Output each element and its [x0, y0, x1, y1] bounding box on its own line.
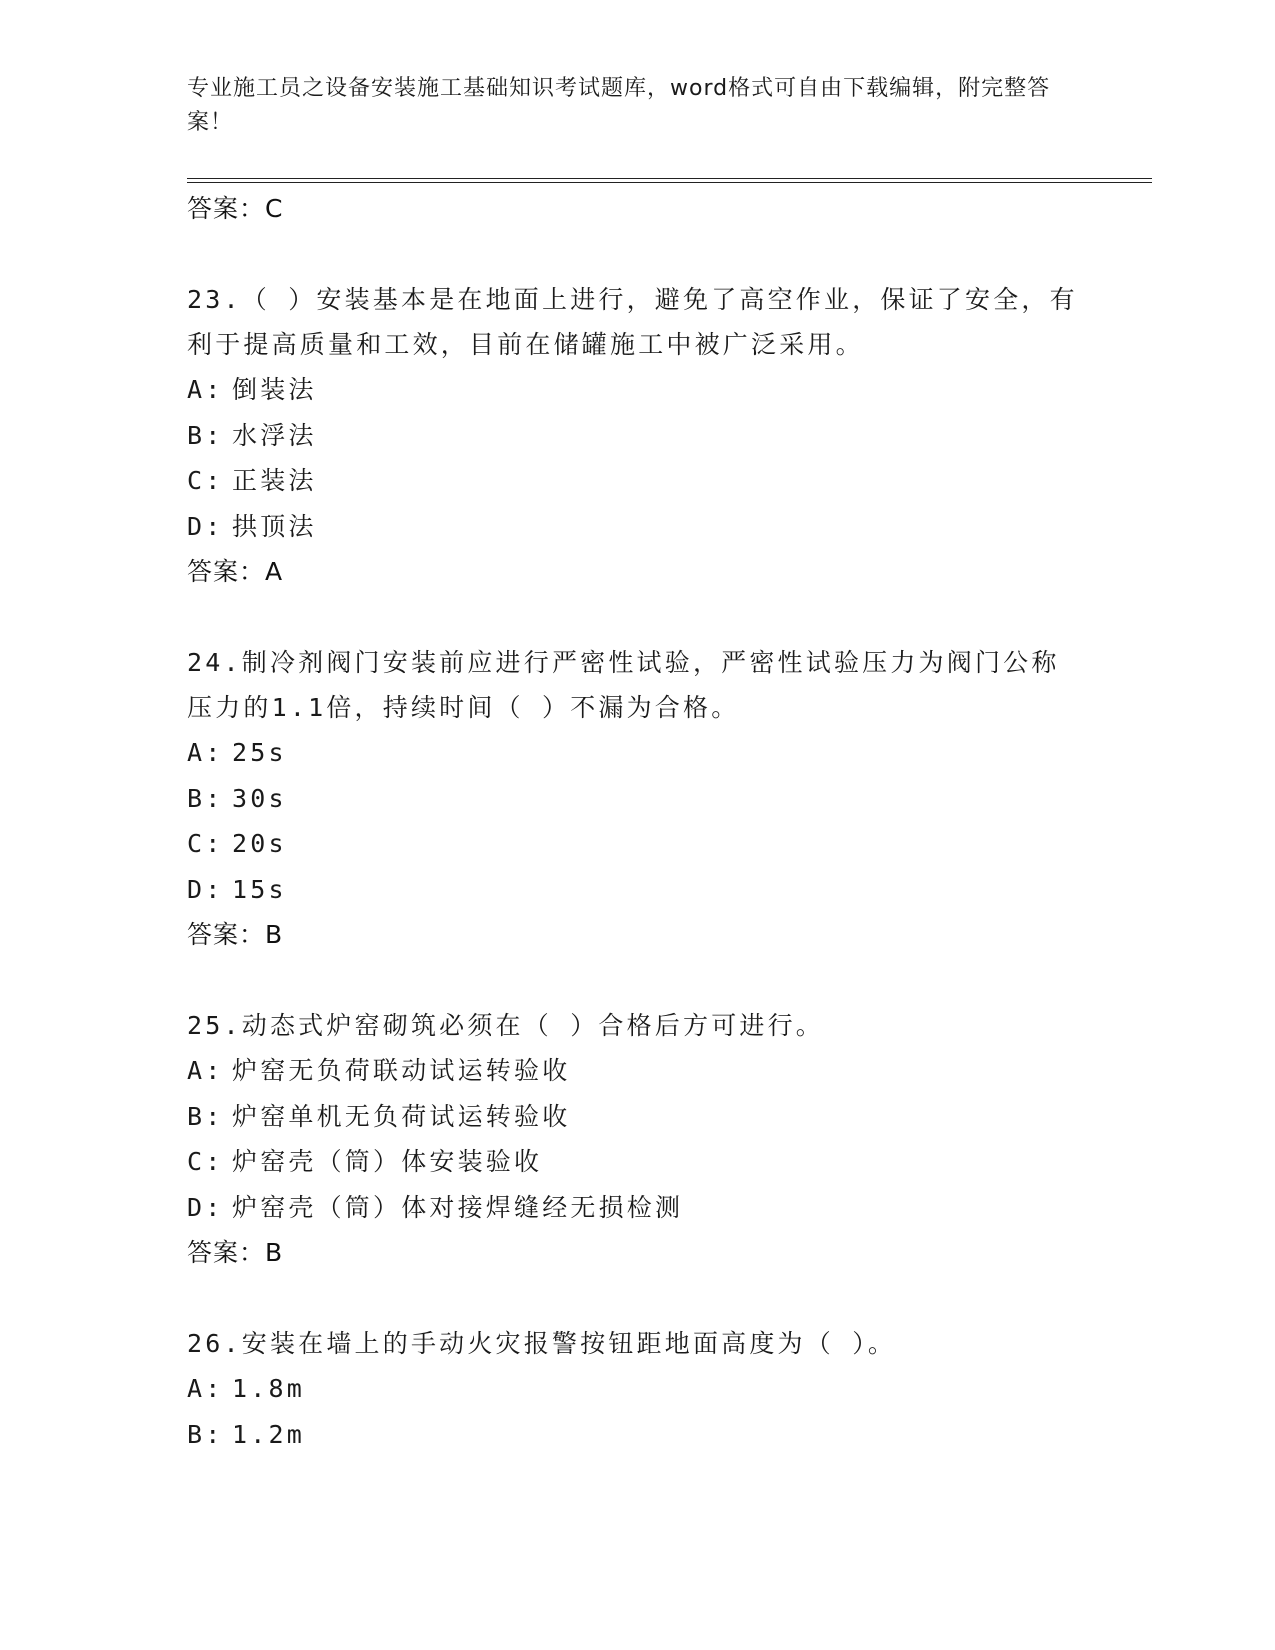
option-text: 炉窑无负荷联动试运转验收 [232, 1056, 571, 1085]
option-b [187, 413, 1087, 459]
option-c [187, 821, 1087, 867]
option-text: 1.8m [232, 1374, 306, 1403]
option-text: 20s [232, 829, 287, 858]
option-letter: D: [187, 511, 224, 541]
option-d [187, 867, 1087, 913]
option-text: 25s [232, 738, 287, 767]
option-letter: A: [187, 375, 224, 404]
option-a [187, 1366, 1087, 1412]
question-block [187, 640, 1087, 958]
option-text: 15s [232, 874, 287, 904]
option-a [187, 1048, 1087, 1094]
question-block [187, 1003, 1087, 1276]
option-d [187, 1185, 1087, 1231]
option-letter: B: [187, 1419, 224, 1449]
option-b [187, 1412, 1087, 1458]
question-list [187, 186, 1087, 1457]
document-header: 专业施工员之设备安装施工基础知识考试题库，word格式可自由下载编辑，附完整答案！ [187, 76, 1051, 135]
option-text: 30s [232, 783, 287, 813]
option-text: 炉窑壳（筒）体对接焊缝经无损检测 [232, 1192, 684, 1222]
option-c [187, 1139, 1087, 1185]
option-b [187, 776, 1087, 822]
option-letter: A: [187, 1374, 224, 1403]
option-letter: C: [187, 466, 224, 495]
option-letter: A: [187, 738, 224, 767]
header-divider [187, 178, 1152, 179]
option-letter: B: [187, 783, 224, 813]
option-b [187, 1094, 1087, 1140]
option-text: 倒装法 [232, 375, 317, 404]
question-block [187, 1321, 1087, 1457]
question-stem: 23.（ ）安装基本是在地面上进行，避免了高空作业，保证了安全，有利于提高质量和工效，目前在储罐施工中被广泛采用。 [187, 285, 1078, 359]
option-letter: B: [187, 420, 224, 450]
answer-line: 答案：B [187, 1238, 284, 1267]
option-a [187, 730, 1087, 776]
option-text: 水浮法 [232, 420, 317, 450]
question-block [187, 277, 1087, 595]
option-letter: D: [187, 874, 224, 904]
option-letter: D: [187, 1192, 224, 1222]
answer-line: 答案：C [187, 194, 284, 223]
option-letter: C: [187, 1147, 224, 1176]
option-text: 炉窑壳（筒）体安装验收 [232, 1147, 543, 1176]
answer-line: 答案：A [187, 557, 284, 586]
option-d [187, 504, 1087, 550]
option-letter: B: [187, 1101, 224, 1131]
option-letter: C: [187, 829, 224, 858]
option-a [187, 367, 1087, 413]
option-text: 炉窑单机无负荷试运转验收 [232, 1101, 571, 1131]
option-letter: A: [187, 1056, 224, 1085]
option-text: 正装法 [232, 466, 317, 495]
question-stem: 26.安装在墙上的手动火灾报警按钮距地面高度为（ ）。 [187, 1329, 897, 1358]
answer-line: 答案：B [187, 920, 284, 949]
option-text: 拱顶法 [232, 511, 317, 541]
question-stem: 24.制冷剂阀门安装前应进行严密性试验，严密性试验压力为阀门公称压力的1.1倍，持续时间（ ）不漏为合格。 [187, 648, 1060, 722]
question-stem: 25.动态式炉窑砌筑必须在（ ）合格后方可进行。 [187, 1011, 825, 1040]
option-text: 1.2m [232, 1419, 306, 1449]
option-c [187, 458, 1087, 504]
header-divider-secondary [187, 182, 1152, 183]
